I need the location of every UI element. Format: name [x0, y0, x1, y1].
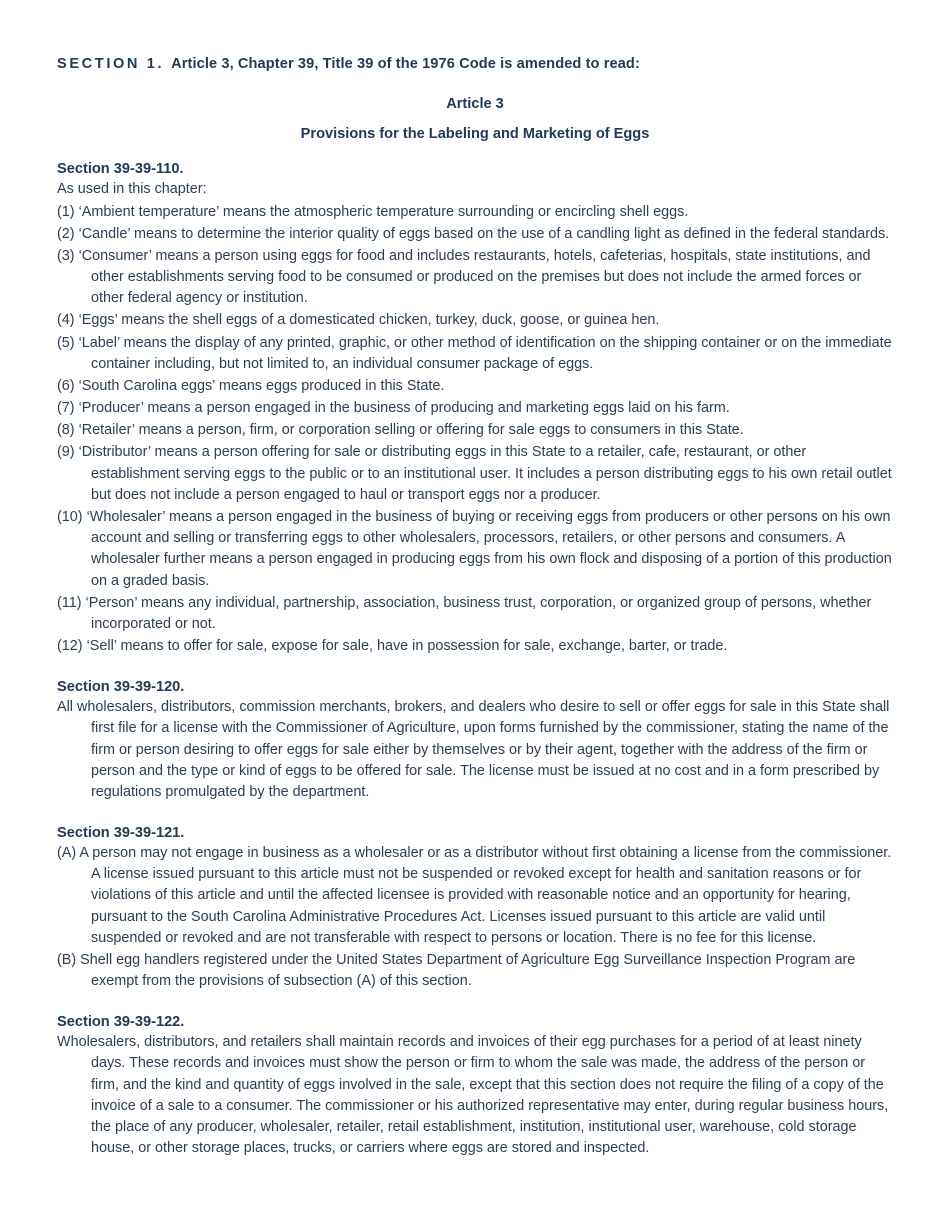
section-paragraph: (3) ‘Consumer’ means a person using eggs for food and includes restaurants, hotels, cafeterias, hospitals, state institutions, and other establishments serving food to be consumed or produced on the premises but does not include the armed forces or other federal agency or institution.: [57, 247, 871, 307]
section-paragraph: (11) ‘Person’ means any individual, partnership, association, business trust, corporation, or organized group of persons, whether incorporated or not.: [57, 594, 872, 632]
section-paragraph: (9) ‘Distributor’ means a person offering for sale or distributing eggs in this State to a retailer, cafe, restaurant, or other establishment serving eggs to the public or to an institutional user. It includes a person distributing eggs to his own retail outlet but does not include a person engaged to haul or transport eggs nor a producer.: [57, 444, 892, 503]
section-1-text: Article 3, Chapter 39, Title 39 of the 1976 Code is amended to read:: [171, 56, 640, 72]
section-paragraph: (5) ‘Label’ means the display of any printed, graphic, or other method of identification on the shipping container or on the immediate container including, but not limited to, an individual consumer package of eggs.: [57, 334, 892, 372]
article-subtitle: Provisions for the Labeling and Marketing of Eggs: [300, 126, 650, 143]
section-paragraph: All wholesalers, distributors, commission merchants, brokers, and dealers who desire to sell or offer eggs for sale in this State shall first file for a license with the Commissioner of Agriculture, upon forms furnished by the commissioner, stating the name of the firm or person desiring to offer eggs for sale either by themselves or by their agent, together with the address of the firm or person and the type or kind of eggs to be offered for sale. The license must be issued at no cost and in a form prescribed by regulations promulgated by the department.: [57, 699, 890, 800]
section-paragraph: (7) ‘Producer’ means a person engaged in the business of producing and marketing eggs laid on his farm.: [57, 400, 730, 417]
section-paragraph: (4) ‘Eggs’ means the shell eggs of a domesticated chicken, turkey, duck, goose, or guinea hen.: [57, 312, 660, 329]
section-intro-110: As used in this chapter:: [57, 181, 207, 198]
section-paragraph: (B) Shell egg handlers registered under the United States Department of Agriculture Egg Surveillance Inspection Program are exempt from the provisions of subsection (A) of this section.: [57, 951, 856, 990]
section-paragraph: (8) ‘Retailer’ means a person, firm, or corporation selling or offering for sale eggs to consumers in this State.: [57, 422, 744, 439]
section-paragraph: (A) A person may not engage in business as a wholesaler or as a distributor without first obtaining a license from the commissioner. A license issued pursuant to this article must not be suspended or revoked except for health and sanitation reasons or for violations of this article and until the affected licensee is provided with reasonable notice and an opportunity for hearing, pursuant to the South Carolina Administrative Procedures Act. Licenses issued pursuant to this article are valid until suspended or revoked and are not transferable with respect to persons or location. There is no fee for this license.: [57, 845, 892, 946]
section-paragraph: (2) ‘Candle’ means to determine the interior quality of eggs based on the use of a candling light as defined in the federal standards.: [57, 225, 890, 242]
section-block-121: [57, 825, 893, 992]
section-1-heading: [57, 54, 893, 74]
section-block-110: [57, 161, 893, 657]
section-paragraph: (1) ‘Ambient temperature’ means the atmospheric temperature surrounding or encircling shell eggs.: [57, 203, 689, 220]
article-title: Article 3: [446, 96, 504, 113]
section-paragraph: (10) ‘Wholesaler’ means a person engaged in the business of buying or receiving eggs from producers or other persons on his own account and selling or transferring eggs to other wholesalers, processors, retailers, or other persons and consumers. A wholesaler further means a person engaged in producing eggs from his own flock and disposing of a portion of this production on a graded basis.: [57, 509, 892, 589]
section-paragraph: Wholesalers, distributors, and retailers shall maintain records and invoices of their egg purchases for a period of at least ninety days. These records and invoices must show the person or firm to whom the sale was made, the address of the person or firm, and the kind and quantity of eggs involved in the sale, except that this section does not require the filing of a copy of the invoice of a sale to a consumer. The commissioner or his authorized representative may enter, during regular business hours, the place of any producer, wholesaler, retailer, retail establishment, institution, institutional user, warehouse, cold storage house, or other storage places, trucks, or carriers where eggs are stored and inspected.: [57, 1034, 889, 1157]
section-1-label: SECTION 1.: [57, 56, 165, 72]
section-number-110: Section 39-39-110.: [57, 161, 184, 178]
section-number-120: Section 39-39-120.: [57, 679, 185, 696]
section-number-122: Section 39-39-122.: [57, 1014, 185, 1031]
section-number-121: Section 39-39-121.: [57, 825, 185, 842]
section-block-122: [57, 1014, 893, 1159]
section-paragraph: (6) ‘South Carolina eggs’ means eggs produced in this State.: [57, 377, 445, 394]
section-paragraph: (12) ‘Sell’ means to offer for sale, expose for sale, have in possession for sale, exchange, barter, or trade.: [57, 638, 728, 655]
section-block-120: [57, 679, 893, 803]
